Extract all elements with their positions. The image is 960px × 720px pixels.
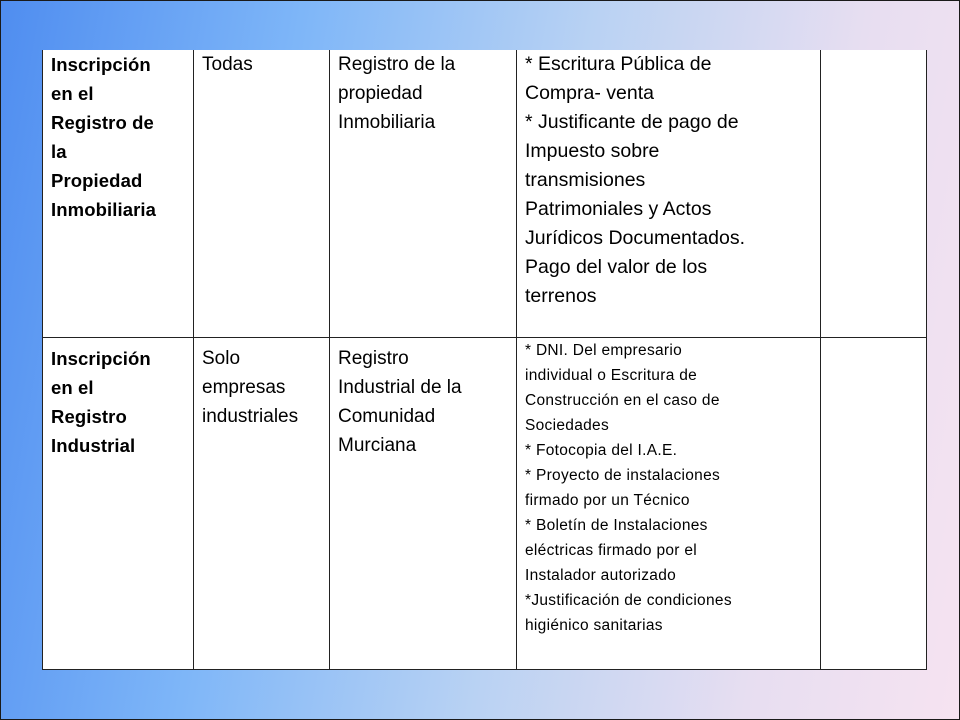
table-row <box>43 50 927 337</box>
documentacion-line: Instalador autorizado <box>525 566 677 584</box>
documentacion-line: Compra- venta <box>525 82 654 104</box>
requirements-table <box>42 50 927 670</box>
documentacion-line: terrenos <box>525 285 597 307</box>
empresas-cell <box>194 337 330 669</box>
documentacion-cell <box>517 337 821 669</box>
organismo-line: Registro <box>338 347 409 369</box>
documentacion-line: higiénico sanitarias <box>525 616 663 634</box>
empresas-line: Solo <box>202 347 241 369</box>
documentacion-cell <box>517 50 821 337</box>
tramite-line: Registro <box>51 405 127 427</box>
extra-cell <box>821 50 927 337</box>
tramite-line: en el <box>51 376 94 398</box>
empresas-line: empresas <box>202 376 286 398</box>
documentacion-line: * Boletín de Instalaciones <box>525 516 708 534</box>
documentacion-line: Sociedades <box>525 416 610 434</box>
extra-cell <box>821 337 927 669</box>
tramite-line: Inscripción <box>51 54 151 75</box>
documentacion-line: * Fotocopia del I.A.E. <box>525 441 678 459</box>
organismo-line: propiedad <box>338 83 423 104</box>
documentacion-line: *Justificación de condiciones <box>525 591 732 609</box>
tramite-line: Propiedad <box>51 170 143 191</box>
documentacion-line: individual o Escritura de <box>525 366 698 384</box>
documentacion-line: eléctricas firmado por el <box>525 541 698 559</box>
organismo-line: Murciana <box>338 434 417 456</box>
tramite-line: Inscripción <box>51 347 151 369</box>
documentacion-line: Pago del valor de los <box>525 256 708 278</box>
organismo-line: Inmobiliaria <box>338 112 436 133</box>
documentacion-line: Jurídicos Documentados. <box>525 227 746 249</box>
organismo-line: Industrial de la <box>338 376 462 398</box>
documentacion-line: * DNI. Del empresario <box>525 341 683 359</box>
tramite-line: en el <box>51 83 94 104</box>
empresas-line: industriales <box>202 405 299 427</box>
documentacion-line: transmisiones <box>525 169 646 191</box>
empresas-line: Todas <box>202 54 253 75</box>
organismo-line: Registro de la <box>338 54 456 75</box>
tramite-cell <box>43 337 194 669</box>
documentacion-line: * Escritura Pública de <box>525 53 712 75</box>
organismo-line: Comunidad <box>338 405 436 427</box>
documentacion-line: * Proyecto de instalaciones <box>525 466 721 484</box>
tramite-cell <box>43 50 194 337</box>
tramite-line: Inmobiliaria <box>51 199 157 220</box>
documentacion-line: Construcción en el caso de <box>525 391 720 409</box>
empresas-cell <box>194 50 330 337</box>
organismo-cell <box>330 337 517 669</box>
tramite-line: la <box>51 141 67 162</box>
table-row <box>43 337 927 669</box>
tramite-line: Registro de <box>51 112 154 133</box>
documentacion-line: Patrimoniales y Actos <box>525 198 712 220</box>
tramite-line: Industrial <box>51 434 136 456</box>
documentacion-line: Impuesto sobre <box>525 140 660 162</box>
documentacion-line: firmado por un Técnico <box>525 491 690 509</box>
documentacion-line: * Justificante de pago de <box>525 111 739 133</box>
organismo-cell <box>330 50 517 337</box>
